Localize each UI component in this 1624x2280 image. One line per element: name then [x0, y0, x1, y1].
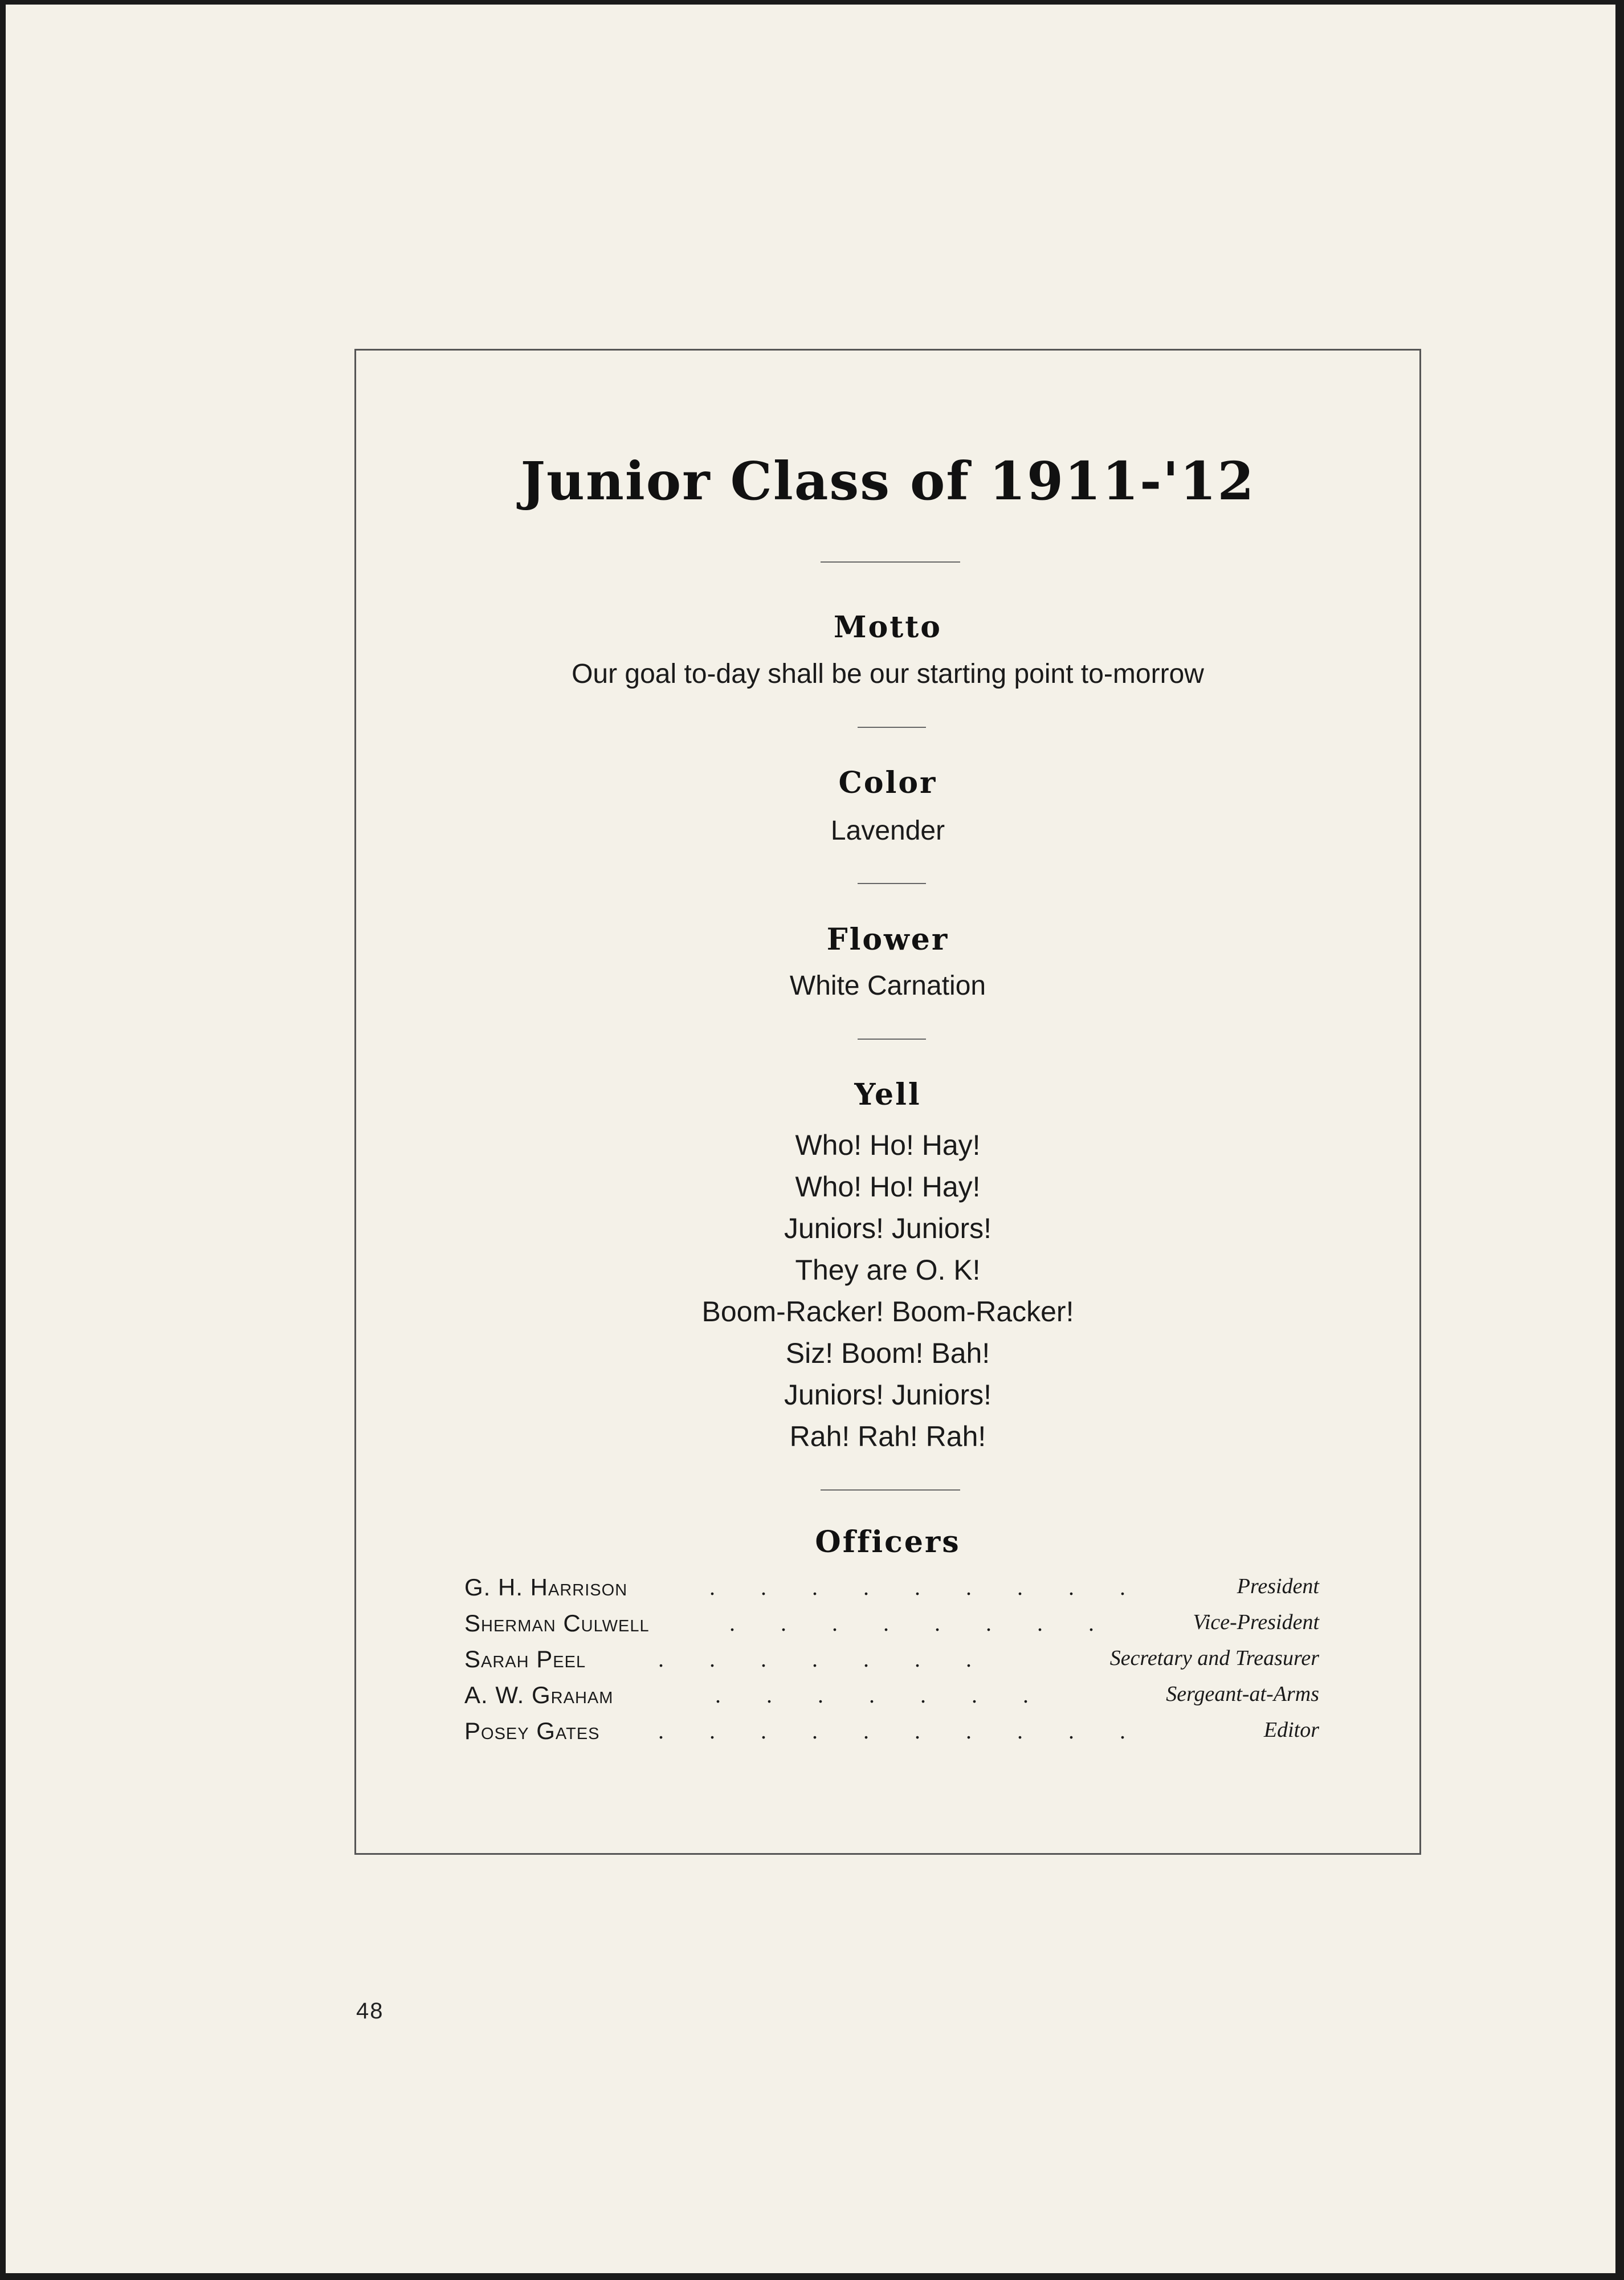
document-page	[6, 5, 1615, 2273]
officer-name: A. W. Graham	[464, 1681, 614, 1708]
officer-name: Posey Gates	[464, 1717, 600, 1744]
motto-heading: Motto	[834, 610, 942, 645]
flower-divider	[858, 1039, 926, 1040]
officer-role: Sergeant-at-Arms	[1166, 1682, 1319, 1706]
flower-text: White Carnation	[789, 971, 986, 1001]
yell-line: They are O. K!	[795, 1254, 981, 1286]
officer-role: Editor	[1263, 1718, 1319, 1742]
yell-line: Siz! Boom! Bah!	[785, 1337, 990, 1369]
officer-role: Secretary and Treasurer	[1109, 1646, 1319, 1670]
officer-row	[464, 1610, 1319, 1642]
dot-leader: . . . . . . .	[658, 1646, 972, 1672]
yell-line: Juniors! Juniors!	[784, 1379, 992, 1411]
officer-name: Sarah Peel	[464, 1646, 586, 1672]
color-heading: Color	[838, 766, 937, 800]
yell-divider	[821, 1489, 960, 1491]
color-divider	[858, 883, 926, 884]
officer-row	[464, 1646, 1319, 1678]
motto-divider	[858, 727, 926, 728]
officers-heading: Officers	[815, 1525, 961, 1560]
dot-leader: . . . . . . .	[715, 1682, 1029, 1708]
title-divider	[821, 561, 960, 563]
page-title: Junior Class of 1911-'12	[520, 450, 1255, 512]
officer-role: President	[1237, 1574, 1319, 1598]
yell-line: Who! Ho! Hay!	[795, 1171, 981, 1203]
dot-leader: . . . . . . . .	[729, 1610, 1094, 1636]
officer-role: Vice-President	[1193, 1610, 1319, 1634]
yell-line: Rah! Rah! Rah!	[789, 1420, 986, 1452]
yell-heading: Yell	[854, 1077, 921, 1112]
officer-row	[464, 1574, 1319, 1606]
yell-line: Boom-Racker! Boom-Racker!	[701, 1296, 1074, 1328]
color-text: Lavender	[830, 816, 945, 846]
dot-leader: . . . . . . . . .	[709, 1574, 1125, 1600]
officer-row	[464, 1681, 1319, 1713]
yell-line: Who! Ho! Hay!	[795, 1129, 981, 1161]
dot-leader: . . . . . . . . . .	[658, 1718, 1125, 1744]
flower-heading: Flower	[826, 922, 949, 957]
motto-text: Our goal to-day shall be our starting point to-morrow	[572, 659, 1204, 689]
content-frame	[354, 349, 1421, 1855]
page-number: 48	[356, 1998, 384, 2023]
officer-name: Sherman Culwell	[464, 1610, 650, 1636]
yell-line: Juniors! Juniors!	[784, 1212, 992, 1244]
officer-row	[464, 1717, 1319, 1749]
officer-name: G. H. Harrison	[464, 1574, 628, 1601]
